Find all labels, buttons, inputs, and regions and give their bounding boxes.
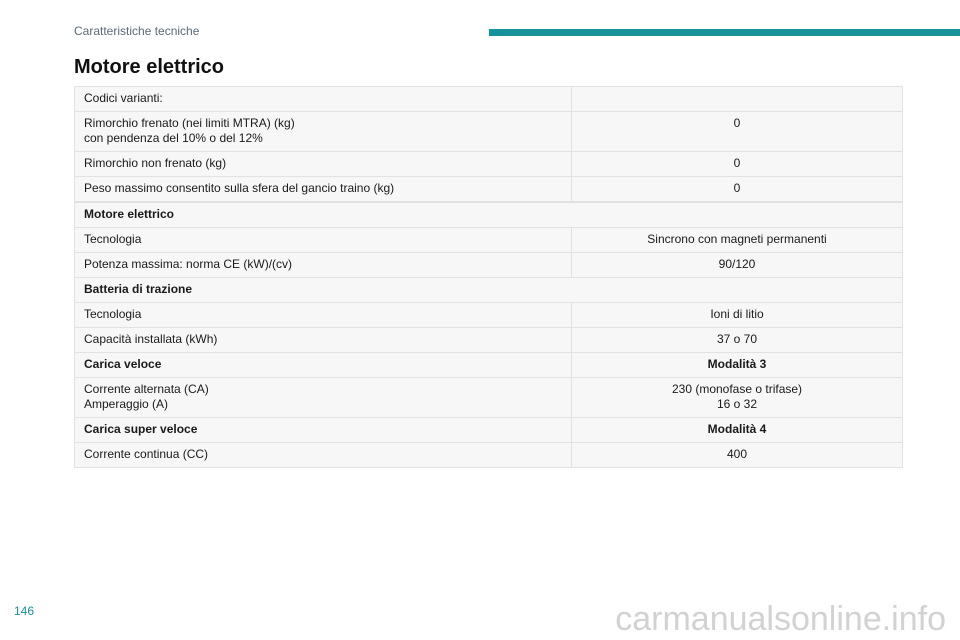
row-value: 37 o 70 [572,328,903,353]
section-row-battery [75,278,903,303]
row-label: Carica veloce [75,353,572,378]
section-row-motor [75,203,903,228]
table-row [75,87,903,112]
table-row-super-fast-charge [75,418,903,443]
row-value: 0 [572,152,903,177]
row-value: 400 [572,443,903,468]
row-value: Ioni di litio [572,303,903,328]
table-row [75,303,903,328]
row-label: Rimorchio frenato (nei limiti MTRA) (kg) con pendenza del 10% o del 12% [75,112,572,152]
row-label: Capacità installata (kWh) [75,328,572,353]
watermark-text: carmanualsonline.info [615,600,946,638]
towing-table [74,86,903,202]
row-label: Corrente alternata (CA) Amperaggio (A) [75,378,572,418]
section-heading: Batteria di trazione [75,278,903,303]
table-row [75,177,903,202]
header-accent-bar [489,29,960,36]
page-number: 146 [14,604,35,618]
row-value: 0 [572,112,903,152]
row-label: Tecnologia [75,228,572,253]
row-label: Rimorchio non frenato (kg) [75,152,572,177]
row-value: 230 (monofase o trifase) 16 o 32 [572,378,903,418]
table-row [75,112,903,152]
row-value: Modalità 3 [572,353,903,378]
row-label: Carica super veloce [75,418,572,443]
row-value: 0 [572,177,903,202]
row-value: 90/120 [572,253,903,278]
table-row [75,152,903,177]
page-title: Motore elettrico [74,56,225,78]
section-heading: Motore elettrico [75,203,903,228]
table-row-fast-charge [75,353,903,378]
table-row [75,253,903,278]
motor-battery-table [74,202,903,468]
row-label: Peso massimo consentito sulla sfera del gancio traino (kg) [75,177,572,202]
row-label: Tecnologia [75,303,572,328]
row-value: Modalità 4 [572,418,903,443]
section-header-title: Caratteristiche tecniche [74,24,200,38]
row-label: Potenza massima: norma CE (kW)/(cv) [75,253,572,278]
row-label: Corrente continua (CC) [75,443,572,468]
table-row [75,328,903,353]
table-row [75,443,903,468]
row-value [572,87,903,112]
row-label: Codici varianti: [75,87,572,112]
table-row [75,228,903,253]
row-value: Sincrono con magneti permanenti [572,228,903,253]
table-row [75,378,903,418]
